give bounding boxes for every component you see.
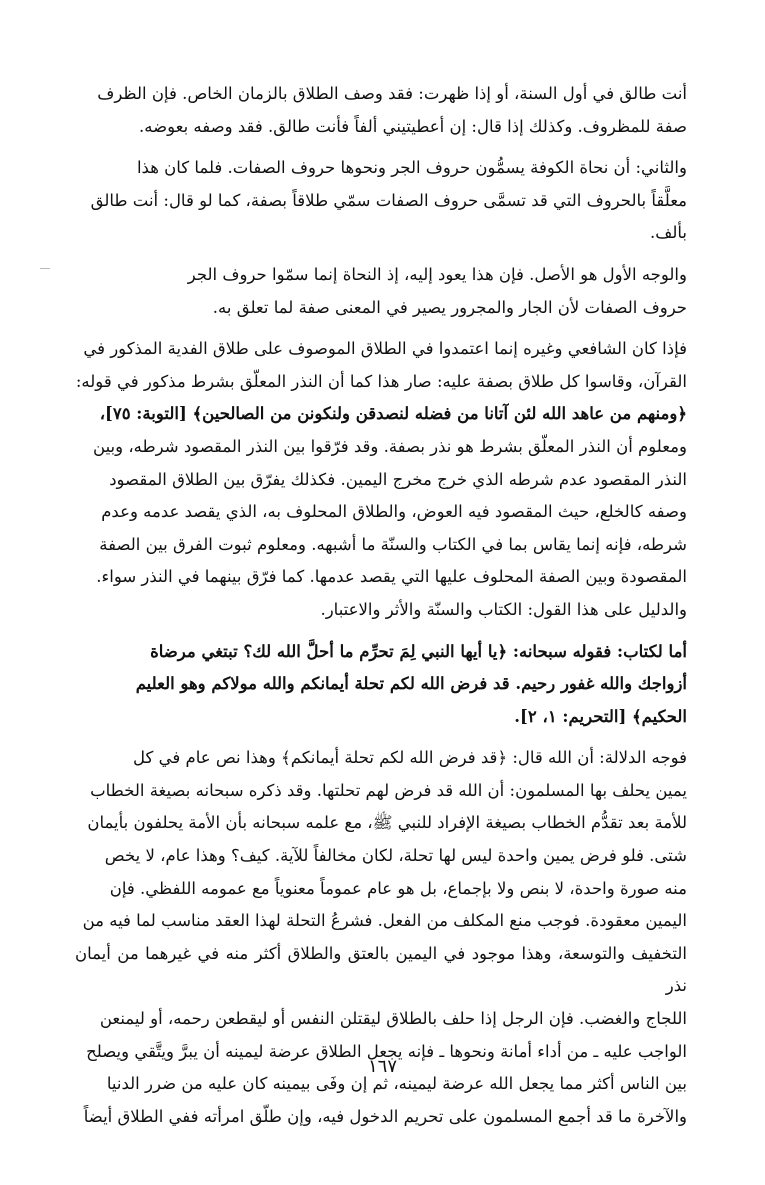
line: ومعلوم أن النذر المعلّق بشرط هو نذر بصفة. وقد فرّقوا بين النذر المقصود شرطه، وبين <box>93 436 687 456</box>
line: والآخرة ما قد أجمع المسلمون على تحريم الدخول فيه، وإن طلّق امرأته ففي الطلاق أيضاً <box>83 1106 687 1126</box>
line: أنت طالق في أول السنة، أو إذا ظهرت: فقد وصف الطلاق بالزمان الخاص. فإن الظرف <box>97 84 687 103</box>
line: الواجب عليه ـ من أداء أمانة ونحوها ـ فإنه يجعل الطلاق عرضة ليمينه أن يبرَّ ويتَّقي ويصلح <box>86 1041 687 1061</box>
line: شرطه، فإنه إنما يقاس بما في الكتاب والسنّة ما أشبهه. ومعلوم ثبوت الفرق بين الصفة <box>99 534 687 554</box>
quran-verse-line: أزواجك والله غفور رحيم. قد فرض الله لكم تحلة أيمانكم والله مولاكم وهو العليم <box>135 674 687 694</box>
quran-verse-line: أما لكتاب: فقوله سبحانه: ﴿يا أيها النبي لِمَ تحرِّم ما أحلَّ الله لك؟ تبتغي مرضاة <box>150 641 687 661</box>
line: والدليل على هذا القول: الكتاب والسنّة والأثر والاعتبار. <box>320 599 687 619</box>
paragraph-1 <box>75 78 687 143</box>
line: يمين يحلف بها المسلمون: أن الله قد فرض لهم تحلتها. وقد ذكره سبحانه بصيغة الخطاب <box>90 780 687 800</box>
line: شتى. فلو فرض يمين واحدة ليس لها تحلة، لكان مخالفاً للآية. كيف؟ وهذا عام، لا يخص <box>104 846 687 866</box>
line: اليمين معقودة. فوجب منع المكلف من الفعل. فشرعُ التحلة لهذا العقد مناسب لما فيه من <box>82 911 687 931</box>
quran-verse-line: الحكيم﴾ [التحريم: ١، ٢]. <box>514 706 687 726</box>
quran-verse-line: ﴿ومنهم من عاهد الله لئن آتانا من فضله لنصدقن ولنكونن من الصالحين﴾ [التوبة: ٧٥]، <box>99 404 687 424</box>
line: النذر المقصود عدم شرطه الذي خرج مخرج اليمين. فكذلك يفرّق بين الطلاق المقصود <box>109 469 687 489</box>
line: المقصودة وبين الصفة المحلوف عليها التي يقصد عدمها. كما فرّق بينهما في النذر سواء. <box>96 567 687 587</box>
page-body <box>75 78 687 1133</box>
paragraph-4 <box>75 333 687 626</box>
line: معلَّقاً بالحروف التي قد تسمَّى حروف الصفات سمّي طلاقاً بصفة، كما لو قال: أنت طالق <box>90 190 687 210</box>
line: والوجه الأول هو الأصل. فإن هذا يعود إليه، إذ النحاة إنما سمّوا حروف الجر <box>187 264 687 284</box>
line: صفة للمظروف. وكذلك إذا قال: إن أعطيتيني ألفاً فأنت طالق. فقد وصفه بعوضه. <box>139 116 687 136</box>
paragraph-5 <box>75 636 687 734</box>
line: بألف. <box>650 223 687 243</box>
line: فإذا كان الشافعي وغيره إنما اعتمدوا في الطلاق الموصوف على طلاق الفدية المذكور في <box>83 339 687 359</box>
line: القرآن، وقاسوا كل طلاق بصفة عليه: صار هذا كما أن النذر المعلّق بشرط مذكور في قوله: <box>75 371 687 391</box>
line: بين الناس أكثر مما يجعل الله عرضة ليمينه، ثم إن وفَى بيمينه كان عليه من ضرر الدنيا <box>106 1074 687 1094</box>
margin-mark <box>40 268 50 269</box>
page-number: ١٦٧ <box>367 1056 397 1077</box>
line: منه صورة واحدة، لا بنص ولا بإجماع، بل هو عام عموماً معنوياً مع عمومه اللفظي. فإن <box>109 878 687 898</box>
line: وصفه كالخلع، حيث المقصود فيه العوض، والطلاق المحلوف به، الذي يقصد عدمه وعدم <box>101 502 687 522</box>
line: والثاني: أن نحاة الكوفة يسمُّون حروف الجر ونحوها حروف الصفات. فلما كان هذا <box>136 158 687 178</box>
line: للأمة بعد تقدُّم الخطاب بصيغة الإفراد للنبي ﷺ، مع علمه سبحانه بأن الأمة يحلفون بأيمان <box>87 813 687 833</box>
line: اللجاج والغضب. فإن الرجل إذا حلف بالطلاق ليقتلن النفس أو ليقطعن رحمه، أو ليمنعن <box>99 1009 687 1029</box>
line: التخفيف والتوسعة، وهذا موجود في اليمين بالعتق والطلاق أكثر منه في غيرهما من أيمان نذر <box>75 943 687 996</box>
paragraph-3 <box>75 259 687 324</box>
line: حروف الصفات لأن الجار والمجرور يصير في المعنى صفة لما تعلق به. <box>212 297 687 317</box>
paragraph-2 <box>75 152 687 250</box>
line: فوجه الدلالة: أن الله قال: ﴿قد فرض الله لكم تحلة أيمانكم﴾ وهذا نص عام في كل <box>133 748 687 768</box>
